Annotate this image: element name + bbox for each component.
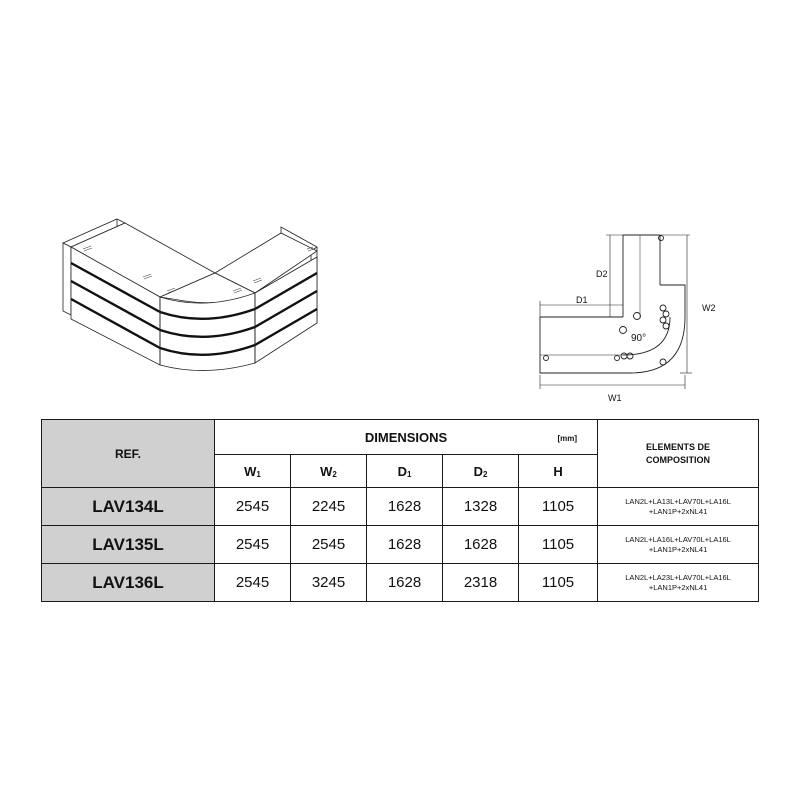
w2-label: W2 — [702, 303, 716, 313]
w1-cell: 2545 — [215, 526, 291, 564]
col-w1: $W_1$ — [215, 455, 291, 488]
col-w2: $W_2$ — [291, 455, 367, 488]
w2-cell: 3245 — [291, 564, 367, 602]
d1-cell: 1628 — [367, 526, 443, 564]
h-cell: 1105 — [519, 564, 598, 602]
h-cell: 1105 — [519, 488, 598, 526]
plan-view-diagram — [530, 225, 730, 410]
elements-cell: LAN2L+LA13L+LAV70L+LA16L +LAN1P+2xNL41 — [598, 488, 759, 526]
w1-cell: 2545 — [215, 564, 291, 602]
elements-cell: LAN2L+LA23L+LAV70L+LA16L +LAN1P+2xNL41 — [598, 564, 759, 602]
d2-cell: 1628 — [443, 526, 519, 564]
elements-header-line1: ELEMENTS DE — [646, 441, 711, 452]
elements-cell: LAN2L+LA16L+LAV70L+LA16L +LAN1P+2xNL41 — [598, 526, 759, 564]
dimensions-header — [215, 420, 598, 455]
col-d2: $D_2$ — [443, 455, 519, 488]
d1-cell: 1628 — [367, 488, 443, 526]
col-h: H — [519, 455, 598, 488]
d2-cell: 1328 — [443, 488, 519, 526]
unit-label: [mm] — [557, 434, 578, 443]
d2-cell: 2318 — [443, 564, 519, 602]
table-row — [42, 564, 759, 602]
ref-cell: LAV134L — [42, 488, 215, 526]
w1-label: W1 — [608, 393, 622, 403]
dimensions-table — [41, 419, 759, 602]
angle-label: 90° — [631, 333, 647, 344]
table-row — [42, 526, 759, 564]
ref-header: REF. — [42, 420, 215, 488]
table-row — [42, 488, 759, 526]
ref-cell: LAV135L — [42, 526, 215, 564]
dimensions-title: DIMENSIONS — [364, 430, 448, 445]
elements-header — [598, 420, 759, 488]
h-cell: 1105 — [519, 526, 598, 564]
d1-cell: 1628 — [367, 564, 443, 602]
w2-cell: 2545 — [291, 526, 367, 564]
ref-cell: LAV136L — [42, 564, 215, 602]
reception-desk-illustration — [55, 215, 345, 375]
d1-label: D1 — [576, 295, 588, 305]
w1-cell: 2545 — [215, 488, 291, 526]
elements-header-line2: COMPOSITION — [646, 454, 711, 465]
d2-label: D2 — [596, 269, 608, 279]
col-d1: $D_1$ — [367, 455, 443, 488]
w2-cell: 2245 — [291, 488, 367, 526]
